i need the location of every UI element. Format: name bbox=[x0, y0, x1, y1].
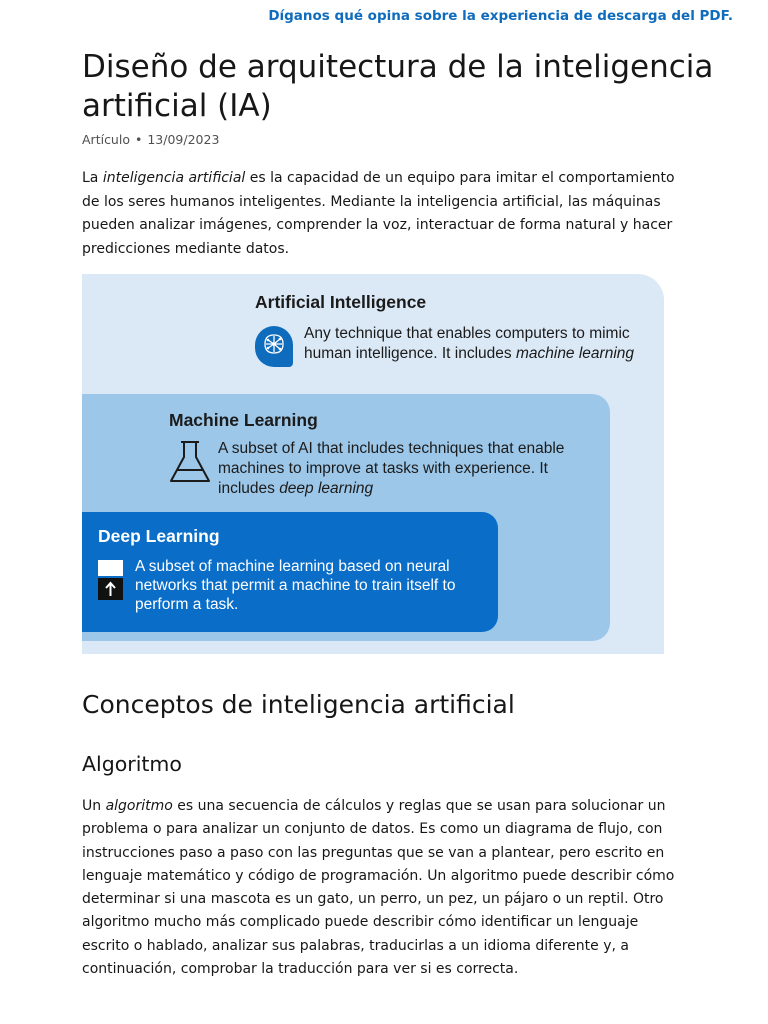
algorithm-post: es una secuencia de cálculos y reglas que se usan para solucionar un problema o para analizar un conjunto de datos. Es como un diagrama de flujo, con instrucciones paso a paso con las preguntas que se van a plantear, pero escrito en lenguaje matemático y código de programación. Un algoritmo puede describir cómo determinar si una mascota es un gato, un perro, un pez, un pájaro o un reptil. Otro algoritmo mucho más complicado puede describir cómo identificar un lenguaje escrito o hablado, analizar sus palabras, traducirlas a un idioma diferente y, a continuación, comprobar la traducción para ver si es correcta. bbox=[82, 798, 675, 978]
flask-icon bbox=[168, 440, 214, 484]
meta-separator: • bbox=[134, 132, 143, 147]
ml-desc-text: A subset of AI that includes techniques that enable machines to improve at tasks with experience. It includes bbox=[218, 440, 565, 497]
section-title: Conceptos de inteligencia artificial bbox=[82, 690, 515, 719]
algorithm-paragraph bbox=[82, 795, 687, 981]
intro-paragraph bbox=[82, 167, 692, 261]
ai-title: Artificial Intelligence bbox=[255, 292, 427, 312]
algorithm-pre: Un bbox=[82, 798, 106, 814]
ai-desc-text: Any technique that enables computers to mimic human intelligence. It includes bbox=[304, 325, 630, 362]
article-date: 13/09/2023 bbox=[147, 132, 220, 147]
ml-description bbox=[218, 439, 588, 499]
deep-learning-box bbox=[82, 512, 498, 632]
intro-term: inteligencia artificial bbox=[102, 170, 246, 186]
subsection-title: Algoritmo bbox=[82, 752, 182, 776]
dl-title: Deep Learning bbox=[98, 526, 220, 546]
brain-icon bbox=[255, 326, 293, 367]
ml-title: Machine Learning bbox=[169, 410, 318, 430]
page-title: Diseño de arquitectura de la inteligencia artificial (IA) bbox=[82, 49, 714, 124]
dl-description: A subset of machine learning based on neural networks that permit a machine to train itself to perform a task. bbox=[135, 558, 456, 613]
article-type: Artículo bbox=[82, 132, 130, 147]
feedback-link[interactable]: Díganos qué opina sobre la experiencia de descarga del PDF. bbox=[268, 8, 733, 24]
ml-desc-emphasis: deep learning bbox=[279, 480, 374, 497]
ai-desc-emphasis: machine learning bbox=[515, 345, 635, 362]
neural-network-icon bbox=[98, 560, 123, 600]
ai-description bbox=[304, 324, 634, 364]
algorithm-term: algoritmo bbox=[105, 798, 173, 814]
intro-post: es la capacidad de un equipo para imitar el comportamiento de los seres humanos inteligentes. Mediante la inteligencia artificial, las máquinas pueden analizar imágenes, comprender la voz, interactuar de forma natural y hacer predicciones mediante datos. bbox=[82, 170, 675, 257]
intro-pre: La bbox=[82, 170, 103, 186]
ai-ml-dl-diagram bbox=[82, 274, 664, 654]
article-meta bbox=[82, 132, 219, 147]
